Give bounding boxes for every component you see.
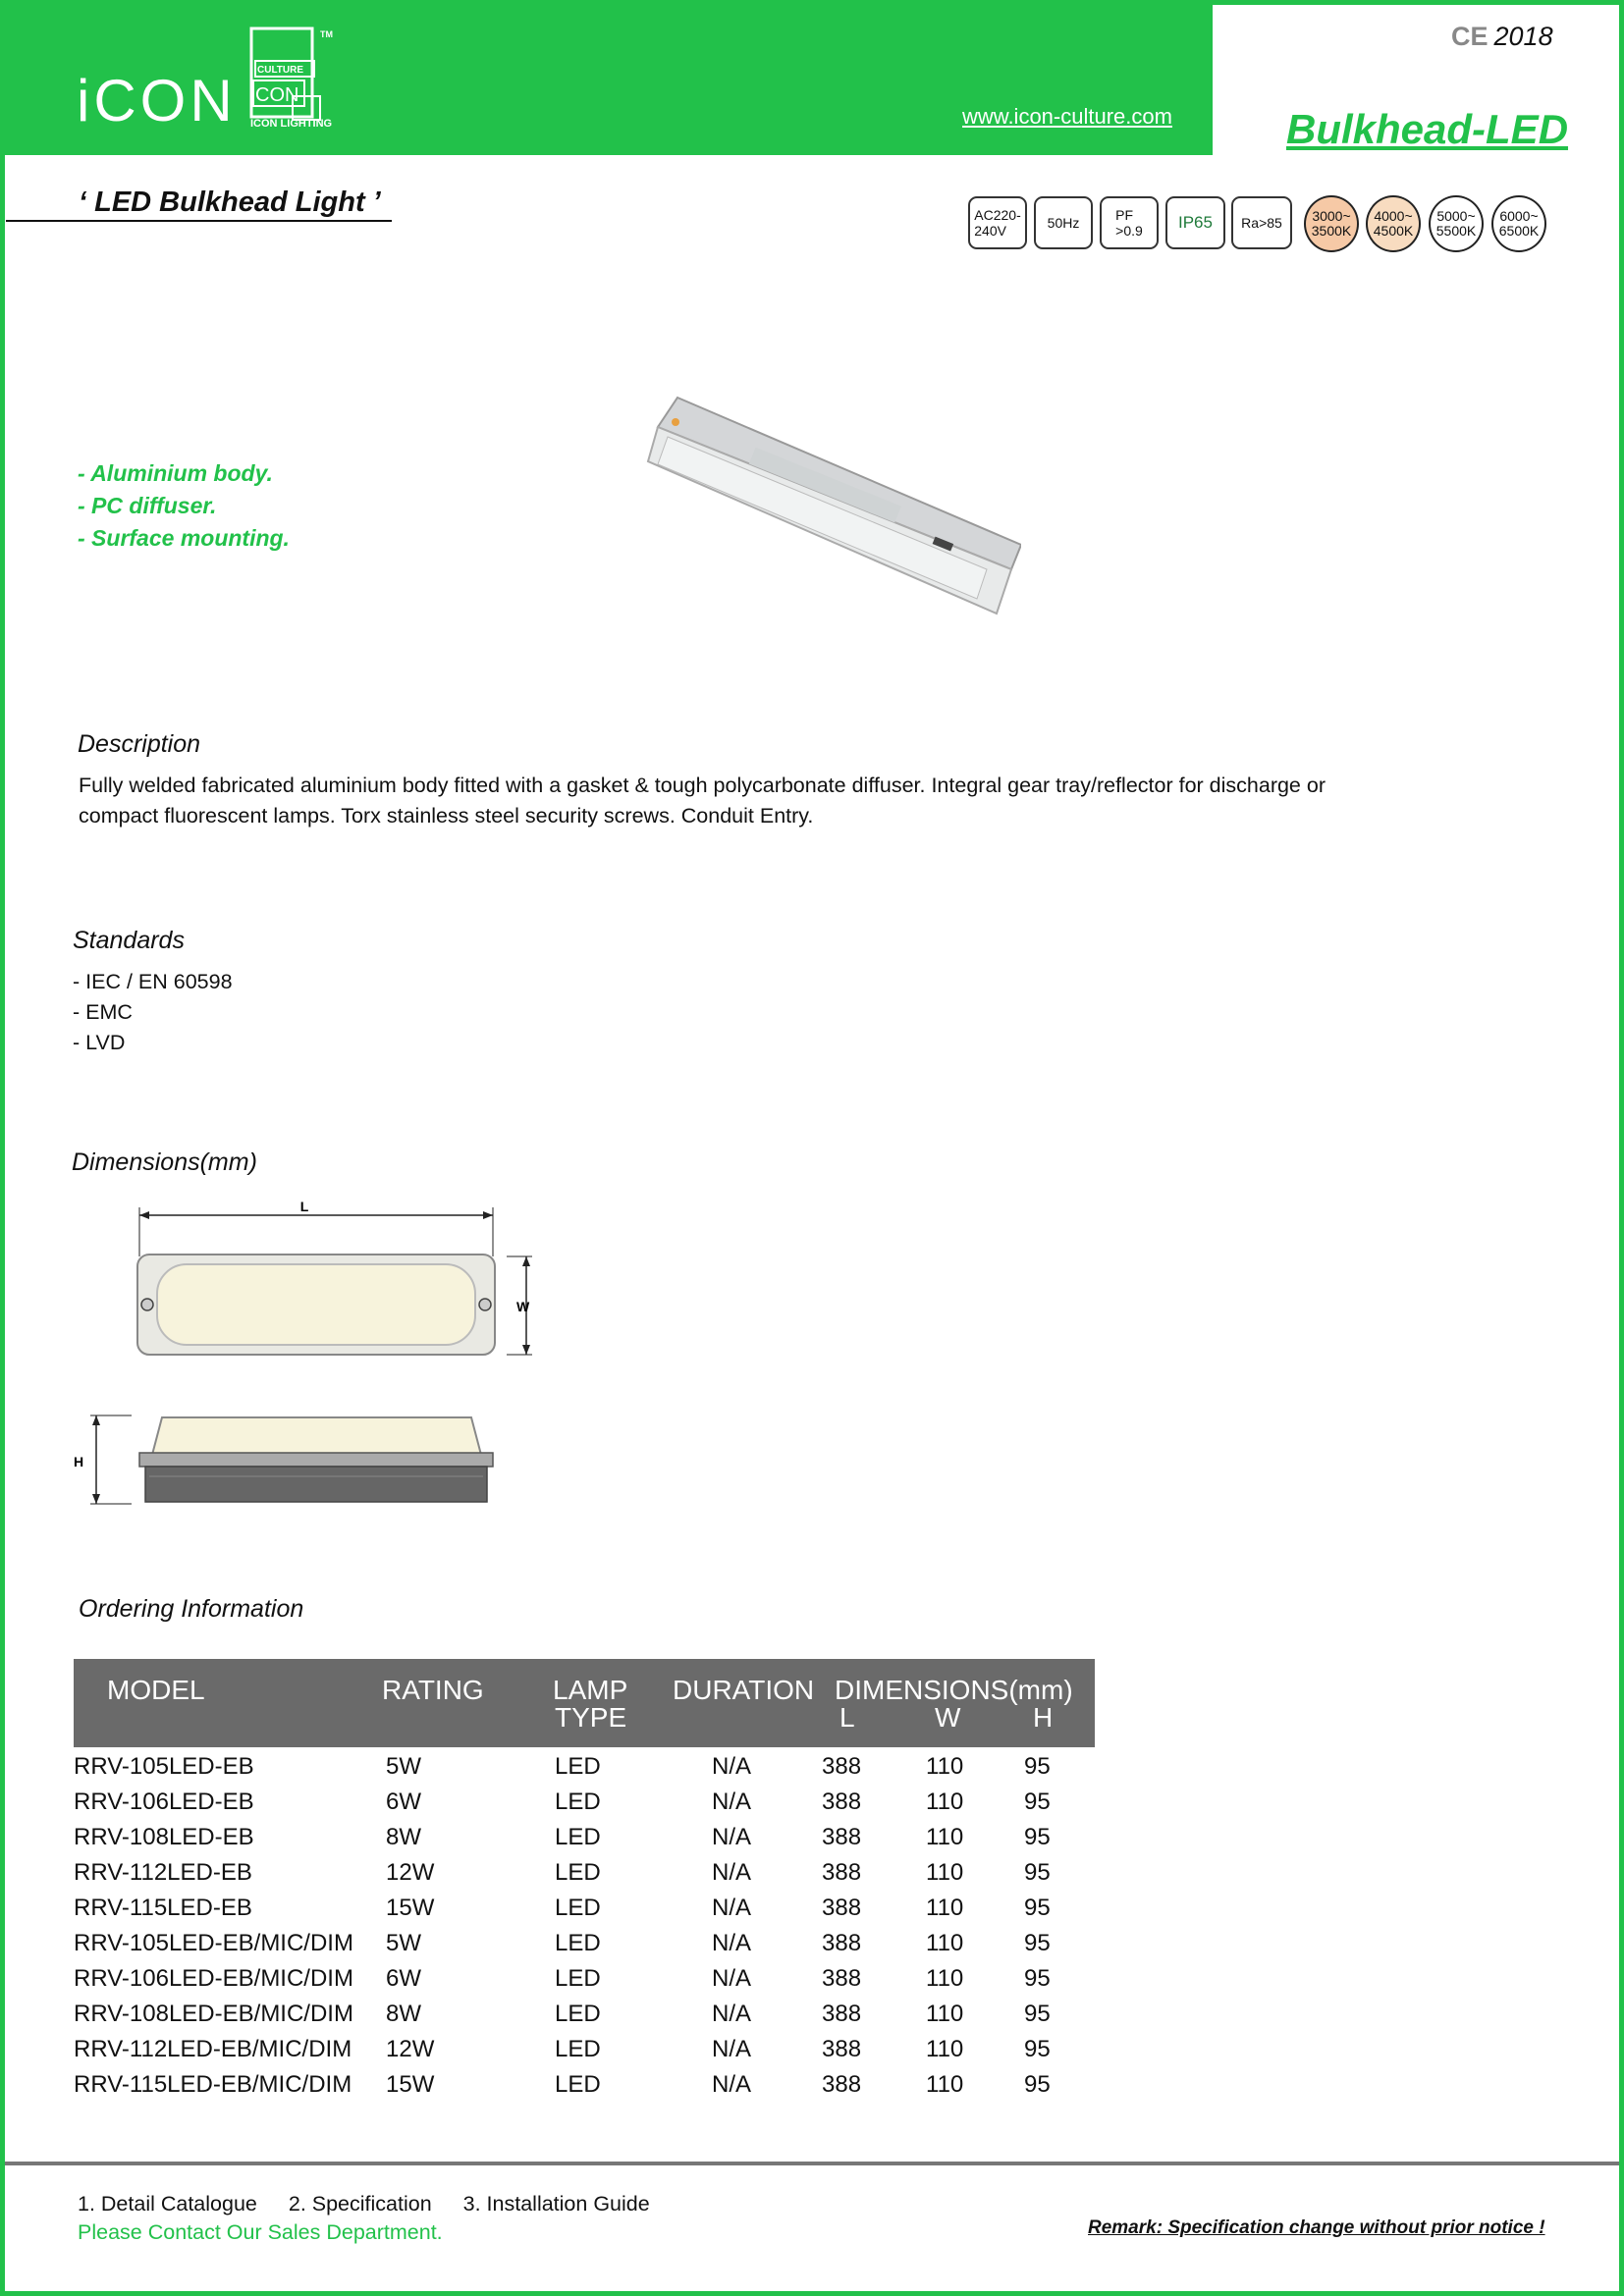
cell-length: 388 [822, 2071, 862, 2098]
column-header-lamp: LAMP [553, 1675, 628, 1705]
cell-height: 95 [1024, 1753, 1051, 1780]
cell-width: 110 [926, 1930, 964, 1956]
dimension-label-h: H [74, 1454, 84, 1469]
cell-length: 388 [822, 2036, 862, 2062]
cell-width: 110 [926, 2036, 964, 2062]
cell-rating: 6W [386, 1789, 421, 1815]
table-row [74, 2067, 1114, 2103]
cell-width: 110 [926, 1753, 964, 1780]
cell-lamp-type: LED [555, 1824, 601, 1850]
spec-badge-ip-rating: IP65 [1165, 196, 1225, 249]
cell-model: RRV-106LED-EB/MIC/DIM [74, 1965, 353, 1992]
cell-model: RRV-108LED-EB/MIC/DIM [74, 2001, 353, 2027]
cell-height: 95 [1024, 1895, 1051, 1921]
cell-duration: N/A [712, 1753, 752, 1780]
logo-wordmark: iCON [77, 68, 237, 133]
cell-rating: 8W [386, 1824, 421, 1850]
cell-rating: 6W [386, 1965, 421, 1992]
feature-item: - PC diffuser. [78, 493, 217, 518]
ce-year [1451, 22, 1553, 52]
cell-length: 388 [822, 1965, 862, 1992]
cell-model: RRV-115LED-EB/MIC/DIM [74, 2071, 352, 2098]
cell-lamp-type: LED [555, 2071, 601, 2098]
spec-badge-cri: Ra>85 [1231, 196, 1292, 249]
table-row [74, 1855, 1114, 1891]
footer-link-specification[interactable]: 2. Specification [288, 2192, 432, 2216]
cell-model: RRV-112LED-EB/MIC/DIM [74, 2036, 352, 2062]
contact-sales-note: Please Contact Our Sales Department. [78, 2220, 443, 2244]
cct-badge-3000k: 3000~ 3500K [1304, 195, 1359, 252]
cell-duration: N/A [712, 1895, 752, 1921]
cell-length: 388 [822, 2001, 862, 2027]
dimensions-heading: Dimensions(mm) [72, 1148, 257, 1176]
cell-width: 110 [926, 1965, 964, 1992]
ce-mark-icon: CE [1451, 22, 1489, 51]
table-row [74, 1891, 1114, 1926]
cell-width: 110 [926, 2001, 964, 2027]
cell-width: 110 [926, 1789, 964, 1815]
cell-model: RRV-105LED-EB/MIC/DIM [74, 1930, 353, 1956]
cell-length: 388 [822, 1895, 862, 1921]
cell-lamp-type: LED [555, 1965, 601, 1992]
cell-duration: N/A [712, 1930, 752, 1956]
cell-height: 95 [1024, 2001, 1051, 2027]
cct-badge-5000k: 5000~ 5500K [1429, 195, 1484, 252]
cell-model: RRV-106LED-EB [74, 1789, 254, 1815]
cell-duration: N/A [712, 2001, 752, 2027]
feature-item: - Aluminium body. [78, 460, 273, 486]
footer-links [78, 2192, 676, 2216]
cell-lamp-type: LED [555, 1753, 601, 1780]
column-header-model: MODEL [107, 1675, 205, 1705]
column-header-l: L [839, 1702, 855, 1733]
cell-height: 95 [1024, 1859, 1051, 1886]
standard-item: - EMC [73, 1000, 133, 1024]
cell-duration: N/A [712, 1824, 752, 1850]
table-row [74, 2032, 1114, 2067]
cell-duration: N/A [712, 1965, 752, 1992]
standards-heading: Standards [73, 927, 185, 954]
cell-rating: 12W [386, 2036, 435, 2062]
cell-height: 95 [1024, 2036, 1051, 2062]
cell-model: RRV-108LED-EB [74, 1824, 254, 1850]
spec-badge-power-factor: PF >0.9 [1100, 196, 1159, 249]
footer-divider [5, 2162, 1619, 2165]
description-text: Fully welded fabricated aluminium body fitted with a gasket & tough polycarbonate diffuser. Integral gear tray/reflector for discharge or compact fluorescent lamps. Torx stainless steel security screws. Conduit Entry. [79, 774, 1326, 828]
title-underline [6, 220, 392, 222]
cell-lamp-type: LED [555, 1789, 601, 1815]
cell-height: 95 [1024, 1930, 1051, 1956]
column-header-rating: RATING [382, 1675, 484, 1705]
cell-height: 95 [1024, 1789, 1051, 1815]
cell-duration: N/A [712, 1859, 752, 1886]
cell-width: 110 [926, 2071, 964, 2098]
table-row [74, 1820, 1114, 1855]
dimension-label-w: W [516, 1299, 530, 1314]
spec-badge-frequency: 50Hz [1034, 196, 1093, 249]
column-header-lamp-type: TYPE [555, 1702, 627, 1733]
footer-link-detail-catalogue[interactable]: 1. Detail Catalogue [78, 2192, 257, 2216]
cell-length: 388 [822, 1859, 862, 1886]
product-title: ‘ LED Bulkhead Light ’ [79, 187, 381, 218]
cell-rating: 5W [386, 1753, 421, 1780]
product-photo [628, 388, 1021, 628]
cct-badge-6000k: 6000~ 6500K [1491, 195, 1546, 252]
logo-tm: TM [320, 29, 333, 39]
cell-lamp-type: LED [555, 2036, 601, 2062]
cell-duration: N/A [712, 1789, 752, 1815]
footer-link-installation-guide[interactable]: 3. Installation Guide [462, 2192, 650, 2216]
column-header-w: W [935, 1702, 961, 1733]
cell-height: 95 [1024, 1965, 1051, 1992]
cell-length: 388 [822, 1753, 862, 1780]
cell-lamp-type: LED [555, 1930, 601, 1956]
cell-rating: 8W [386, 2001, 421, 2027]
feature-item: - Surface mounting. [78, 525, 290, 551]
ordering-table-header [74, 1659, 1095, 1747]
cell-rating: 12W [386, 1859, 435, 1886]
standard-item: - LVD [73, 1031, 126, 1054]
cell-rating: 5W [386, 1930, 421, 1956]
table-row [74, 1926, 1114, 1961]
logo-con-text: CON [255, 84, 299, 106]
column-header-h: H [1033, 1702, 1054, 1733]
ordering-heading: Ordering Information [79, 1595, 304, 1623]
table-row [74, 1997, 1114, 2032]
category-title: Bulkhead-LED [1286, 106, 1569, 152]
cell-model: RRV-105LED-EB [74, 1753, 254, 1780]
cell-duration: N/A [712, 2071, 752, 2098]
cct-badge-4000k: 4000~ 4500K [1366, 195, 1421, 252]
table-row [74, 1749, 1114, 1785]
column-header-duration: DURATION [673, 1675, 815, 1705]
logo-subtitle: ICON LIGHTING [250, 118, 333, 130]
cell-lamp-type: LED [555, 2001, 601, 2027]
cell-width: 110 [926, 1859, 964, 1886]
cell-rating: 15W [386, 1895, 435, 1921]
cell-length: 388 [822, 1824, 862, 1850]
feature-list [78, 457, 290, 555]
description-heading: Description [78, 730, 201, 758]
ordering-table-body [74, 1749, 1114, 2103]
dimension-drawing-side [69, 1406, 520, 1533]
cell-height: 95 [1024, 1824, 1051, 1850]
standard-item: - IEC / EN 60598 [73, 970, 233, 993]
cell-width: 110 [926, 1895, 964, 1921]
dimension-drawing-top [69, 1196, 540, 1367]
dimension-label-l: L [299, 1199, 309, 1214]
cell-model: RRV-112LED-EB [74, 1859, 252, 1886]
column-header-dimensions: DIMENSIONS(mm) [835, 1675, 1073, 1705]
spec-badge-voltage: AC220- 240V [968, 196, 1027, 249]
spec-change-remark: Remark: Specification change without prior notice ! [1088, 2217, 1545, 2238]
cell-width: 110 [926, 1824, 964, 1850]
table-row [74, 1961, 1114, 1997]
logo-culture-text: CULTURE [257, 65, 304, 76]
cell-rating: 15W [386, 2071, 435, 2098]
cell-duration: N/A [712, 2036, 752, 2062]
table-row [74, 1785, 1114, 1820]
cell-model: RRV-115LED-EB [74, 1895, 252, 1921]
standards-list [73, 967, 233, 1058]
cell-length: 388 [822, 1930, 862, 1956]
cell-lamp-type: LED [555, 1859, 601, 1886]
catalogue-year: 2018 [1493, 22, 1553, 51]
cell-height: 95 [1024, 2071, 1051, 2098]
website-link[interactable]: www.icon-culture.com [962, 104, 1172, 129]
cell-length: 388 [822, 1789, 862, 1815]
cell-lamp-type: LED [555, 1895, 601, 1921]
